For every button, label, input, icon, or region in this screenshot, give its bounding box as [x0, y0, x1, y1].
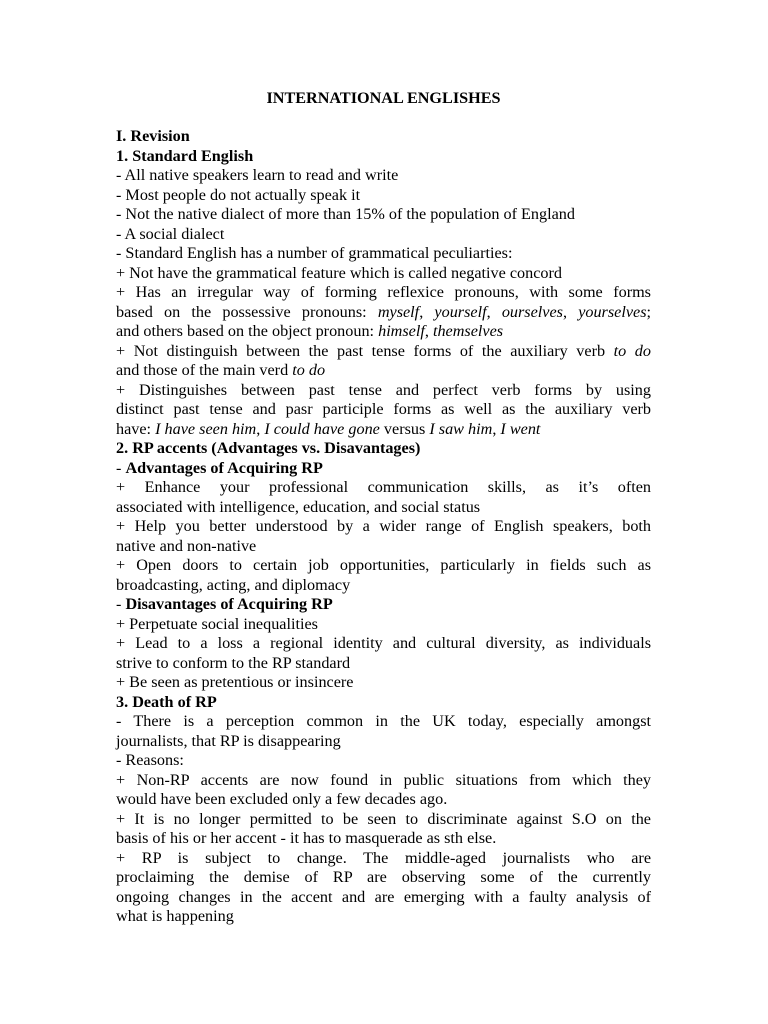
text-line: + Distinguishes between past tense and perfect verb forms by using: [116, 380, 651, 399]
text-line: ongoing changes in the accent and are emerging with a faulty analysis of: [116, 887, 651, 906]
text-line: native and non-native: [116, 536, 257, 555]
text-line: - Standard English has a number of grammatical peculiarties:: [116, 244, 513, 262]
text-run: have:: [116, 419, 156, 438]
text-line: proclaiming the demise of RP are observing some of the currently: [116, 868, 651, 886]
text-run: ,: [562, 302, 579, 321]
subheading-rp-accents: 2. RP accents (Advantages vs. Disavantages): [116, 439, 421, 457]
text-run: ,: [492, 419, 501, 438]
text-line: [116, 342, 651, 362]
text-run: ,: [424, 322, 433, 340]
text-line: - A social dialect: [116, 224, 225, 243]
text-line: basis of his or her accent - it has to masquerade as sth else.: [116, 829, 497, 847]
page-title: INTERNATIONAL ENGLISHES: [266, 89, 501, 107]
text-run: + Not distinguish between the past tense forms of the auxiliary verb: [116, 341, 614, 360]
text-line: + Has an irregular way of forming reflexice pronouns, with some forms: [116, 283, 651, 301]
italic-term: I went: [500, 419, 541, 438]
text-line: what is happening: [116, 907, 234, 925]
text-run: ,: [486, 302, 502, 321]
text-line: strive to conform to the RP standard: [116, 653, 351, 672]
text-line: + Be seen as pretentious or insincere: [116, 673, 354, 691]
text-line: distinct past tense and pasr participle forms as well as the auxiliary verb: [116, 400, 651, 418]
italic-term: I saw him: [429, 419, 493, 438]
text-run: and others based on the object pronoun:: [116, 322, 379, 340]
italic-term: to do: [292, 361, 326, 379]
text-line: - Not the native dialect of more than 15% of the population of England: [116, 205, 575, 223]
text-run: and those of the main verd: [116, 361, 293, 379]
italic-term: themselves: [432, 322, 504, 340]
text-line: + Help you better understood by a wider range of English speakers, both: [116, 517, 651, 535]
subheading-advantages: Advantages of Acquiring RP: [125, 458, 323, 477]
text-line: + Lead to a loss a regional identity and cultural diversity, as individuals: [116, 634, 651, 652]
text-line: [116, 459, 651, 479]
text-line: + RP is subject to change. The middle-aged journalists who are: [116, 848, 651, 867]
text-line: + Perpetuate social inequalities: [116, 614, 318, 633]
text-run: based on the possessive pronouns:: [116, 302, 378, 321]
italic-term: to do: [613, 341, 651, 360]
text-line: - There is a perception common in the UK today, especially amongst: [116, 712, 651, 730]
subheading-disadvantages: Disavantages of Acquiring RP: [125, 595, 333, 613]
subheading-standard-english: 1. Standard English: [116, 146, 254, 165]
text-line: + Non-RP accents are now found in public situations from which they: [116, 770, 651, 789]
italic-term: I have seen him: [155, 419, 257, 438]
text-run: versus: [379, 419, 430, 438]
text-run: ,: [256, 419, 265, 438]
text-line: associated with intelligence, education, and social status: [116, 497, 481, 516]
text-line: [116, 420, 651, 440]
text-line: + Enhance your professional communication skills, as it’s often: [116, 478, 651, 496]
italic-term: yourself: [434, 302, 487, 321]
text-line: [116, 322, 651, 342]
text-line: - Most people do not actually speak it: [116, 185, 361, 204]
document-body: [116, 127, 651, 927]
text-line: broadcasting, acting, and diplomacy: [116, 575, 351, 594]
subheading-death-of-rp: 3. Death of RP: [116, 692, 217, 711]
text-line: [116, 361, 651, 381]
text-line: would have been excluded only a few decades ago.: [116, 790, 448, 808]
text-line: + It is no longer permitted to be seen to discriminate against S.O on the: [116, 809, 651, 828]
italic-term: himself: [378, 322, 425, 340]
text-run: -: [116, 458, 126, 477]
text-run: ;: [646, 302, 652, 321]
text-line: journalists, that RP is disappearing: [116, 731, 341, 750]
text-run: -: [116, 595, 126, 613]
italic-term: myself: [377, 302, 420, 321]
text-line: + Not have the grammatical feature which is called negative concord: [116, 263, 563, 282]
italic-term: yourselves: [578, 302, 647, 321]
text-run: ,: [419, 302, 435, 321]
text-line: [116, 303, 651, 323]
text-line: - Reasons:: [116, 751, 184, 769]
italic-term: ourselves: [501, 302, 563, 321]
text-line: - All native speakers learn to read and write: [116, 166, 399, 184]
text-line: [116, 595, 651, 615]
italic-term: I could have gone: [264, 419, 380, 438]
text-line: + Open doors to certain job opportunities, particularly in fields such as: [116, 556, 651, 574]
section-heading-revision: I. Revision: [116, 127, 190, 145]
